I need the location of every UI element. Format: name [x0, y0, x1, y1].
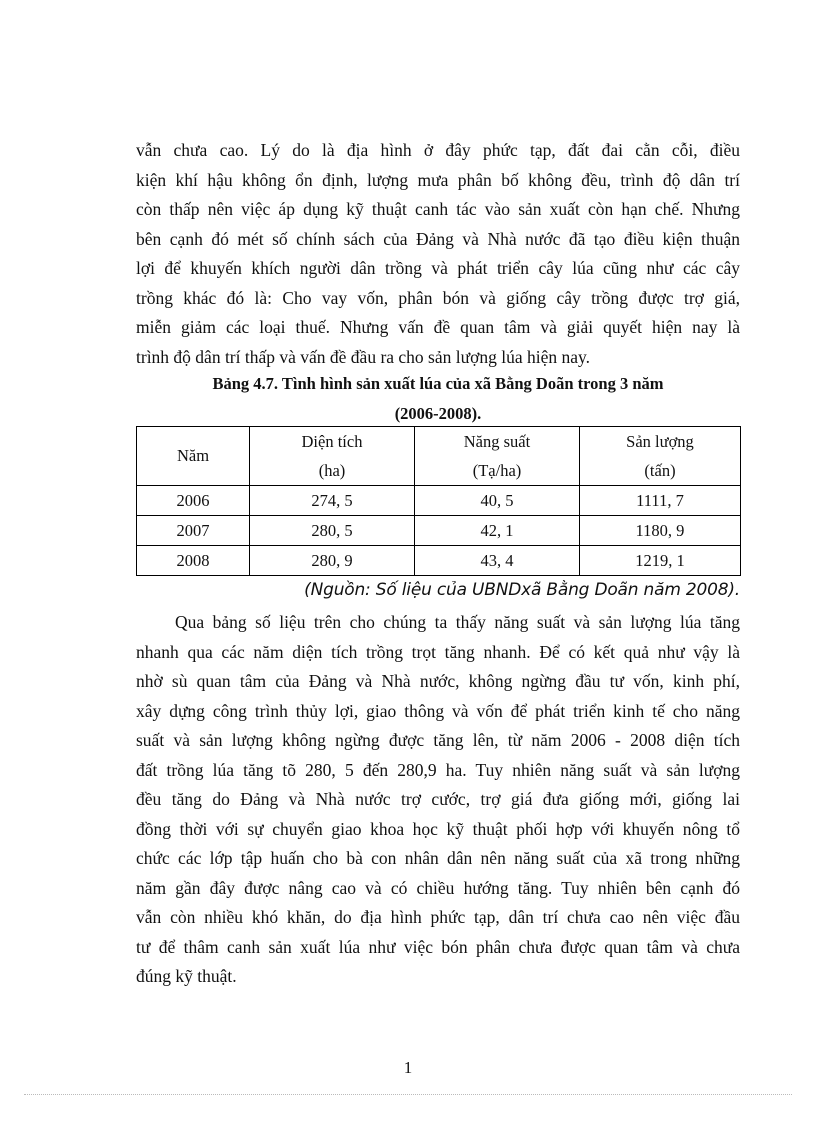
paragraph-line: đều tăng do Đảng và Nhà nước trợ cước, trợ giá đưa giống mới, giống lai	[136, 789, 740, 809]
paragraph-line: chức các lớp tập huấn cho bà con nhân dân nên năng suất của xã trong những	[136, 848, 740, 868]
cell-yield: 40, 5	[415, 486, 580, 516]
source-note: (Nguồn: Số liệu của UBNDxã Bằng Doãn năm 2008).	[304, 580, 740, 600]
paragraph-line: vẫn chưa cao. Lý do là địa hình ở đây phức tạp, đất đai cằn cỗi, điều	[136, 140, 740, 160]
paragraph-line: vẫn còn nhiều khó khăn, do địa hình phức tạp, dân trí chưa cao nên việc đầu	[136, 907, 740, 927]
table-caption	[136, 369, 740, 429]
cell-yield: 43, 4	[415, 546, 580, 576]
paragraph-line: kiện khí hậu không ổn định, lượng mưa phân bố không đều, trình độ dân trí	[136, 169, 740, 190]
paragraph-line: đồng thời với sự chuyển giao khoa học kỹ thuật phối hợp với khuyến nông tổ	[136, 818, 740, 839]
cell-output: 1111, 7	[580, 486, 741, 516]
table-header-row	[137, 427, 741, 486]
cell-yield: 42, 1	[415, 516, 580, 546]
paragraph-line: bên cạnh đó mét số chính sách của Đảng và Nhà nước đã tạo điều kiện thuận	[136, 228, 740, 249]
cell-area: 280, 9	[250, 546, 415, 576]
cell-output: 1219, 1	[580, 546, 741, 576]
table-row	[137, 546, 741, 576]
table-row	[137, 486, 741, 516]
paragraph-line: còn thấp nên việc áp dụng kỹ thuật canh tác vào sản xuất còn hạn chế. Nhưng	[136, 199, 740, 219]
footer-divider	[24, 1094, 792, 1095]
paragraph-line: suất và sản lượng không ngừng được tăng lên, từ năm 2006 - 2008 diện tích	[136, 730, 740, 750]
paragraph-line: đúng kỹ thuật.	[136, 966, 237, 986]
paragraph-line: lợi để khuyến khích người dân trồng và phát triển cây lúa cũng như các cây	[136, 258, 740, 278]
page-number: 1	[403, 1058, 413, 1077]
paragraph-line: đất trồng lúa tăng tõ 280, 5 đến 280,9 ha. Tuy nhiên năng suất và sản lượng	[136, 759, 740, 780]
table-caption-line1: Bảng 4.7. Tình hình sản xuất lúa của xã Bằng Doãn trong 3 năm	[212, 374, 664, 393]
paragraph-line: tư để thâm canh sản xuất lúa như việc bón phân chưa được quan tâm và chưa	[136, 936, 740, 957]
table-caption-line2: (2006-2008).	[394, 404, 482, 423]
paragraph-line: trồng khác đó là: Cho vay vốn, phân bón và giống cây trồng được trợ giá,	[136, 287, 740, 308]
paragraph-line: miễn giảm các loại thuế. Nhưng vấn đề quan tâm và giải quyết hiện nay là	[136, 317, 740, 337]
paragraph-1	[136, 136, 740, 372]
cell-output: 1180, 9	[580, 516, 741, 546]
cell-year: 2006	[137, 486, 250, 516]
production-table	[136, 426, 741, 576]
cell-year: 2008	[137, 546, 250, 576]
paragraph-line: nhờ sù quan tâm của Đảng và Nhà nước, không ngừng đầu tư vốn, kinh phí,	[136, 671, 740, 691]
cell-area: 280, 5	[250, 516, 415, 546]
header-yield: Năng suất (Tạ/ha)	[415, 427, 580, 486]
paragraph-line: năm gần đây được nâng cao và có chiều hướng tăng. Tuy nhiên bên cạnh đó	[136, 877, 740, 898]
paragraph-2	[136, 608, 740, 992]
paragraph-line: xây dựng công trình thủy lợi, giao thông và vốn để phát triển kinh tế cho năng	[136, 700, 740, 721]
paragraph-line: trình độ dân trí thấp và vấn đề đầu ra cho sản lượng lúa hiện nay.	[136, 346, 591, 367]
paragraph-line: nhanh qua các năm diện tích trồng trọt tăng nhanh. Để có kết quả như vậy là	[136, 641, 740, 662]
cell-year: 2007	[137, 516, 250, 546]
paragraph-line: Qua bảng số liệu trên cho chúng ta thấy năng suất và sản lượng lúa tăng	[175, 612, 740, 632]
table-row	[137, 516, 741, 546]
header-year: Năm	[137, 427, 250, 486]
header-area: Diện tích (ha)	[250, 427, 415, 486]
cell-area: 274, 5	[250, 486, 415, 516]
header-output: Sản lượng (tấn)	[580, 427, 741, 486]
